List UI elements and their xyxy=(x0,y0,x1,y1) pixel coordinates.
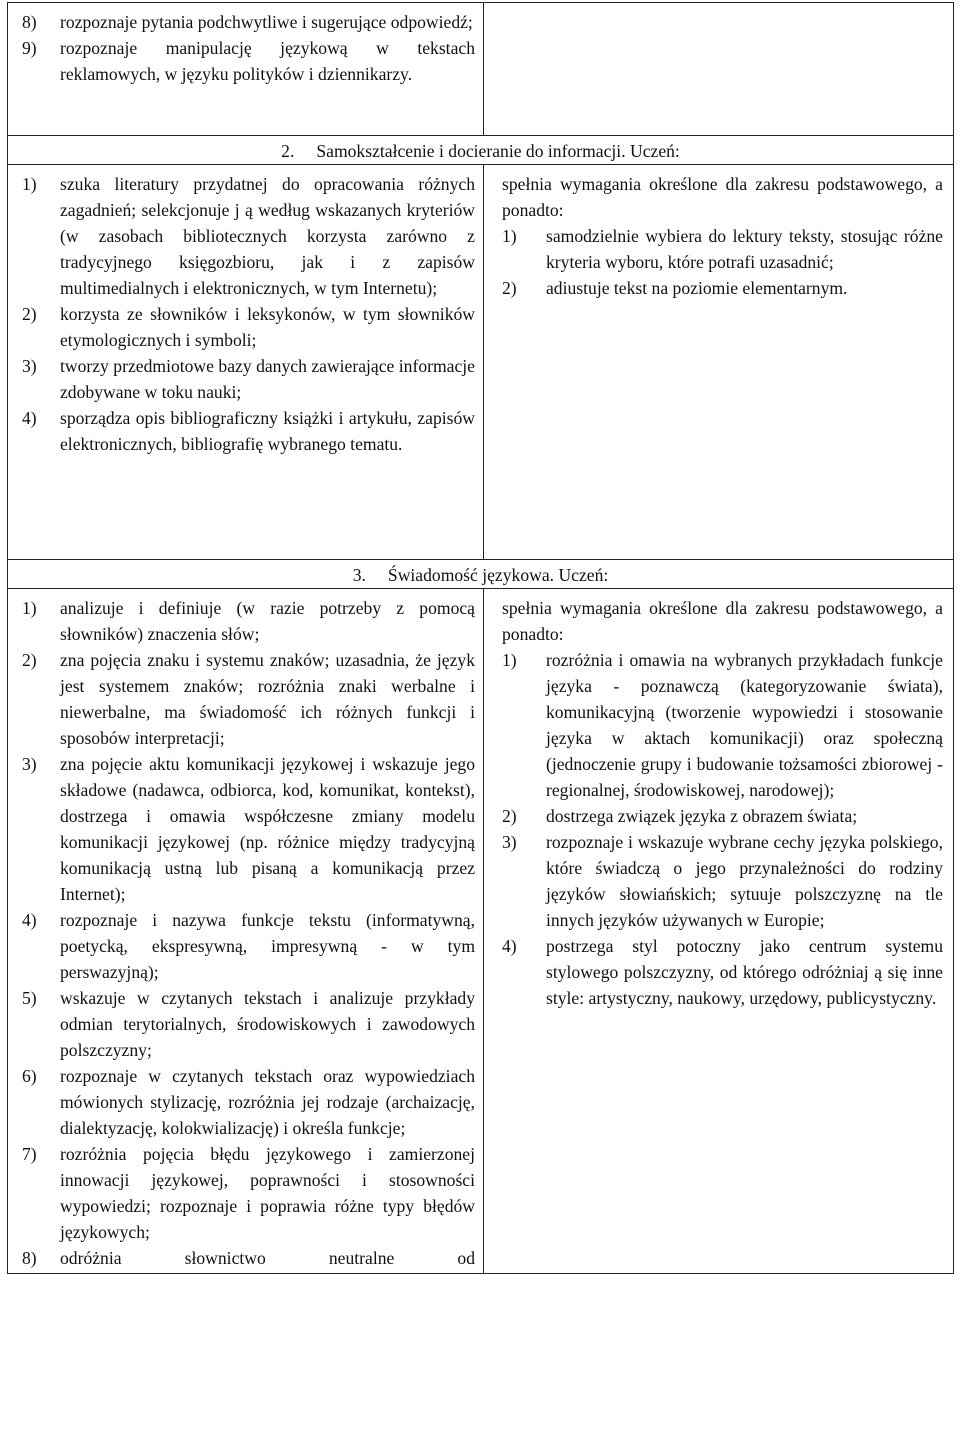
list-item xyxy=(22,171,475,301)
item-number: 5) xyxy=(22,988,37,1008)
item-text: rozróżnia i omawia na wybranych przykładach funkcje języka - poznawczą (kategoryzowanie świata), komunikacyjną (tworzenie wypowiedzi i stosowanie języka w aktach komunikacji) oraz społeczną (jednoczenie grupy i budowanie tożsamości zbiorowej - regionalnej, środowiskowej, narodowej); xyxy=(546,650,943,800)
list-item xyxy=(22,907,475,985)
top-right-cell xyxy=(484,3,954,136)
section2-title: Samokształcenie i docieranie do informacji. Uczeń: xyxy=(316,141,680,161)
list-item xyxy=(22,35,475,87)
item-text: zna pojęcia znaku i systemu znaków; uzasadnia, że język jest systemem znaków; rozróżnia znaki werbalne i niewerbalne, ma świadomość ich różnych funkcji i sposobów interpretacji; xyxy=(60,650,475,748)
item-text: rozpoznaje manipulację językową w tekstach reklamowych, w języku polityków i dziennikarzy. xyxy=(60,38,475,84)
section3-header-row xyxy=(8,560,954,589)
item-number: 9) xyxy=(22,38,37,58)
list-item xyxy=(22,405,475,457)
list-item xyxy=(22,1141,475,1245)
section3-right-intro: spełnia wymagania określone dla zakresu podstawowego, a ponadto: xyxy=(502,598,943,644)
section3-left-cell xyxy=(8,589,484,1274)
list-item xyxy=(502,275,943,301)
item-number: 2) xyxy=(22,304,37,324)
list-item xyxy=(22,1245,475,1271)
top-row xyxy=(8,3,954,136)
item-number: 3) xyxy=(502,832,517,852)
section2-right-intro: spełnia wymagania określone dla zakresu podstawowego, a ponadto: xyxy=(502,174,943,220)
section2-left-cell xyxy=(8,165,484,560)
list-item xyxy=(502,223,943,275)
item-text: zna pojęcie aktu komunikacji językowej i wskazuje jego składowe (nadawca, odbiorca, kod, komunikat, kontekst), dostrzega i omawia współczesne zmiany modelu komunikacji językowej (np. różnice między tradycyjną komunikacją ustną lub pisaną a komunikacją przez Internet); xyxy=(60,754,475,904)
item-number: 1) xyxy=(502,650,517,670)
section2-number: 2. xyxy=(281,141,295,161)
item-number: 4) xyxy=(22,910,37,930)
section2-header xyxy=(8,136,954,165)
section3-title: Świadomość językowa. Uczeń: xyxy=(387,565,609,585)
list-item xyxy=(22,647,475,751)
item-number: 2) xyxy=(22,650,37,670)
section3-header xyxy=(8,560,954,589)
item-text: korzysta ze słowników i leksykonów, w tym słowników etymologicznych i symboli; xyxy=(60,304,475,350)
item-text: wskazuje w czytanych tekstach i analizuje przykłady odmian terytorialnych, środowiskowych i zawodowych polszczyzny; xyxy=(60,988,475,1060)
item-number: 1) xyxy=(22,174,37,194)
item-text: dostrzega związek języka z obrazem świata; xyxy=(546,806,858,826)
item-text: rozpoznaje pytania podchwytliwe i sugerujące odpowiedź; xyxy=(60,12,473,32)
section2-left-list xyxy=(22,171,475,457)
item-text: analizuje i definiuje (w razie potrzeby z pomocą słowników) znaczenia słów; xyxy=(60,598,475,644)
item-text: rozróżnia pojęcia błędu językowego i zamierzonej innowacji językowej, poprawności i stosowności wypowiedzi; rozpoznaje i poprawia różne typy błędów językowych; xyxy=(60,1144,475,1242)
list-item xyxy=(502,803,943,829)
list-item xyxy=(502,647,943,803)
list-item xyxy=(22,353,475,405)
top-left-cell xyxy=(8,3,484,136)
item-number: 3) xyxy=(22,754,37,774)
section3-right-list xyxy=(502,647,943,1011)
item-number: 8) xyxy=(22,1248,37,1268)
item-number: 6) xyxy=(22,1066,37,1086)
section2-right-cell xyxy=(484,165,954,560)
section3-right-cell xyxy=(484,589,954,1274)
list-item xyxy=(22,1063,475,1141)
item-number: 7) xyxy=(22,1144,37,1164)
item-text: rozpoznaje i nazywa funkcje tekstu (informatywną, poetycką, ekspresywną, impresywną - w tym perswazyjną); xyxy=(60,910,475,982)
list-item xyxy=(22,595,475,647)
item-number: 1) xyxy=(502,226,517,246)
item-text: tworzy przedmiotowe bazy danych zawierające informacje zdobywane w toku nauki; xyxy=(60,356,475,402)
item-number: 1) xyxy=(22,598,37,618)
item-text: samodzielnie wybiera do lektury teksty, stosując różne kryteria wyboru, które potrafi uzasadnić; xyxy=(546,226,943,272)
item-text: sporządza opis bibliograficzny książki i artykułu, zapisów elektronicznych, bibliografię wybranego tematu. xyxy=(60,408,475,454)
list-item xyxy=(502,829,943,933)
item-number: 8) xyxy=(22,12,37,32)
item-number: 2) xyxy=(502,806,517,826)
item-text: postrzega styl potoczny jako centrum systemu stylowego polszczyzny, od którego odróżniaj ą się inne style: artystyczny, naukowy, urzędowy, publicystyczny. xyxy=(546,936,943,1008)
curriculum-table xyxy=(7,2,954,1274)
item-number: 4) xyxy=(502,936,517,956)
item-text: adiustuje tekst na poziomie elementarnym. xyxy=(546,278,848,298)
item-number: 3) xyxy=(22,356,37,376)
item-text: odróżnia słownictwo neutralne od xyxy=(60,1248,475,1268)
list-item xyxy=(22,751,475,907)
section3-number: 3. xyxy=(352,565,366,585)
list-item xyxy=(502,933,943,1011)
section2-right-list xyxy=(502,223,943,301)
list-item xyxy=(22,301,475,353)
section2-header-row xyxy=(8,136,954,165)
section3-left-list xyxy=(22,595,475,1271)
item-text: rozpoznaje w czytanych tekstach oraz wypowiedziach mówionych stylizację, rozróżnia jej rodzaje (archaizację, dialektyzację, kolokwializację) i określa funkcje; xyxy=(60,1066,475,1138)
top-left-list xyxy=(22,9,475,87)
item-text: rozpoznaje i wskazuje wybrane cechy języka polskiego, które świadczą o jego przynależności do rodziny języków słowiańskich; sytuuje polszczyznę na tle innych języków używanych w Europie; xyxy=(546,832,943,930)
item-number: 4) xyxy=(22,408,37,428)
list-item xyxy=(22,985,475,1063)
section3-body-row xyxy=(8,589,954,1274)
item-text: szuka literatury przydatnej do opracowania różnych zagadnień; selekcjonuje j ą według wskazanych kryteriów (w zasobach bibliotecznych korzysta zarówno z tradycyjnego księgozbioru, jak i z zapisów multimedialnych i elektronicznych, w tym Internetu); xyxy=(60,174,475,298)
item-number: 2) xyxy=(502,278,517,298)
section2-body-row xyxy=(8,165,954,560)
list-item xyxy=(22,9,475,35)
